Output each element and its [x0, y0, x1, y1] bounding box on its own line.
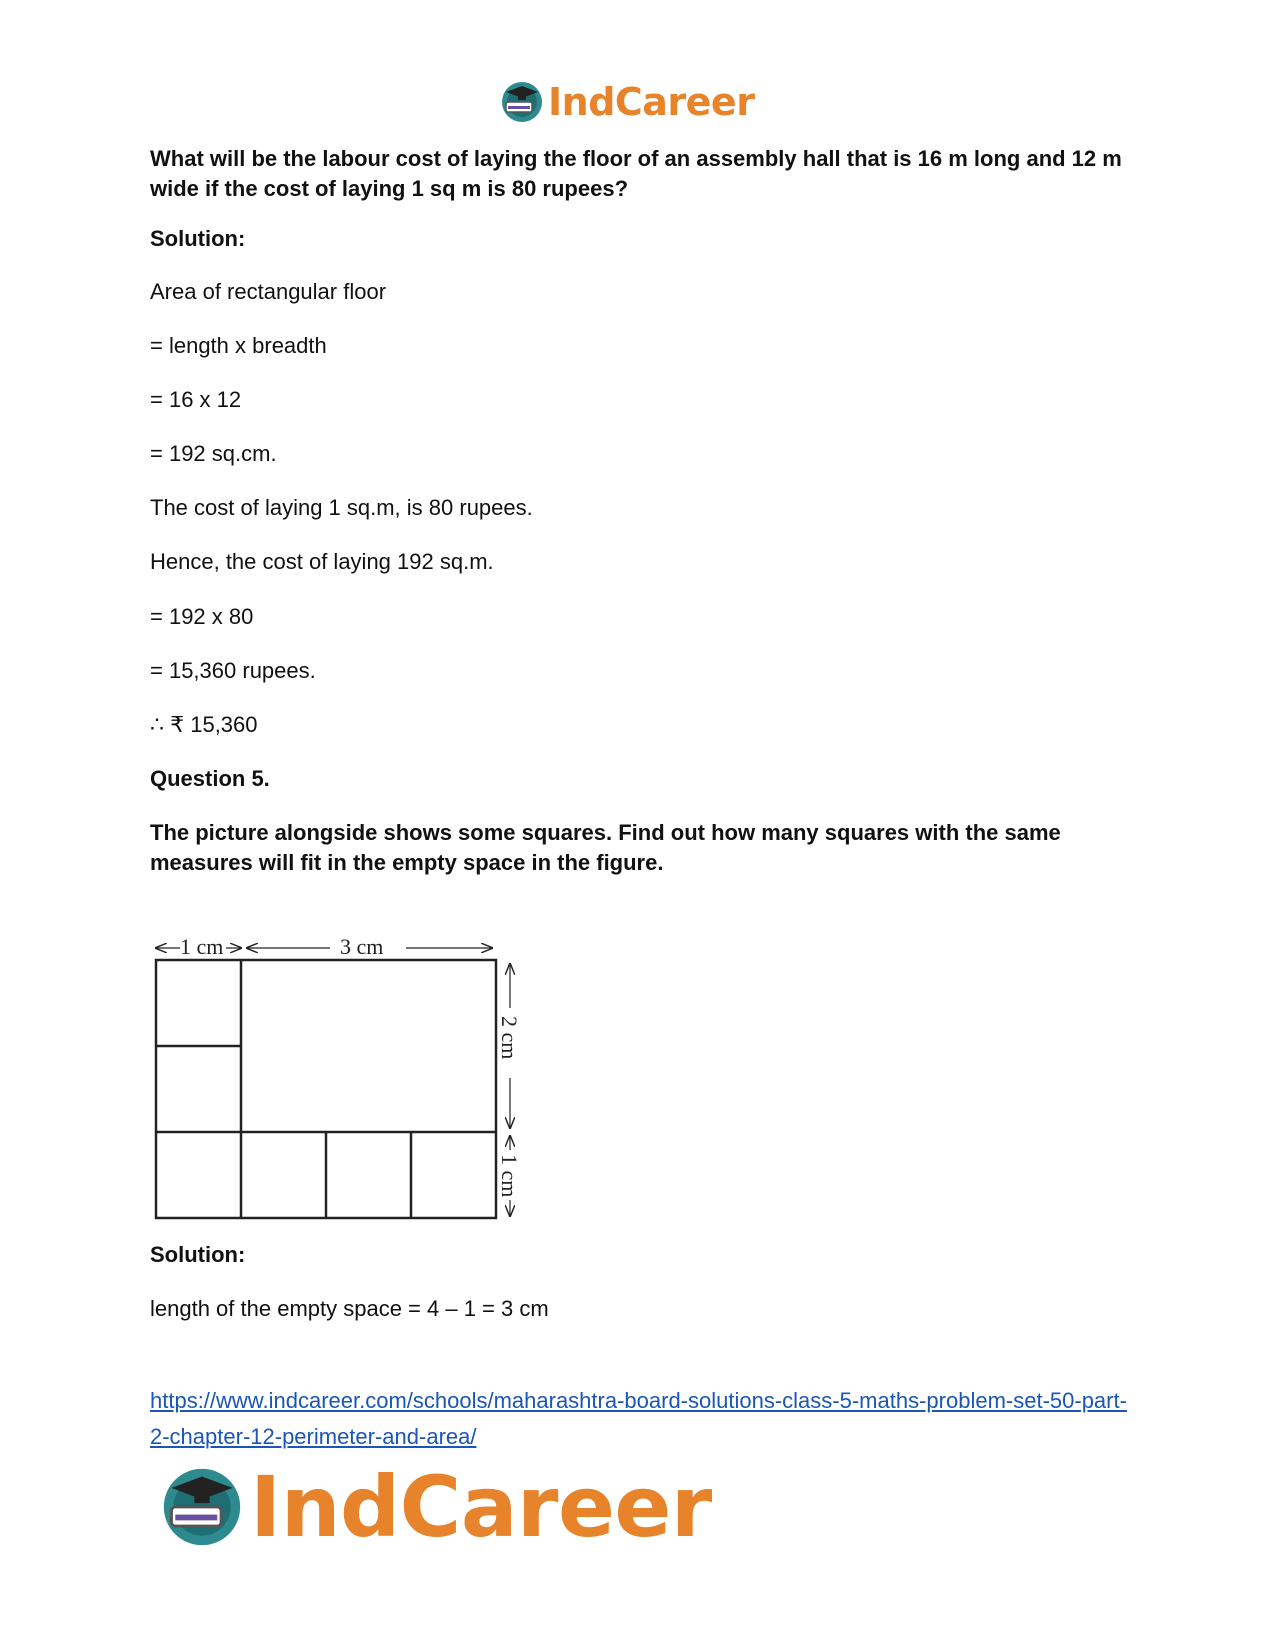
label-right-upper: 2 cm: [497, 1016, 522, 1060]
solution5-heading: Solution:: [150, 1242, 246, 1267]
graduation-cap-book-globe-icon: [160, 1465, 244, 1549]
solution-line: The cost of laying 1 sq.m, is 80 rupees.: [150, 495, 533, 520]
solution-line: Area of rectangular floor: [150, 279, 387, 304]
solution-line: ∴ ₹ 15,360: [150, 712, 258, 737]
logo-top: [500, 78, 754, 126]
solution-line: = 192 sq.cm.: [150, 441, 277, 466]
logo-text: IndCareer: [250, 1458, 712, 1556]
question5-text: The picture alongside shows some squares. Find out how many squares with the same measures will fit in the empty space in the figure.: [150, 820, 1061, 875]
solution-heading: Solution:: [150, 226, 246, 251]
label-right-lower: 1 cm: [497, 1154, 522, 1198]
label-top-right: 3 cm: [340, 934, 384, 959]
squares-figure: [150, 928, 530, 1233]
graduation-cap-book-globe-icon: [500, 80, 544, 124]
logo-bottom: [160, 1458, 712, 1556]
solution-line: = 16 x 12: [150, 387, 242, 412]
question5-heading: Question 5.: [150, 766, 270, 791]
solution-line: = 15,360 rupees.: [150, 658, 316, 683]
solution-line: = length x breadth: [150, 333, 327, 358]
question-text: What will be the labour cost of laying the floor of an assembly hall that is 16 m long and 12 m wide if the cost of laying 1 sq m is 80 rupees?: [150, 146, 1122, 201]
solution5-line: length of the empty space = 4 – 1 = 3 cm: [150, 1296, 549, 1321]
label-top-left: 1 cm: [180, 934, 224, 959]
logo-text: IndCareer: [548, 80, 755, 124]
solution-line: = 192 x 80: [150, 604, 254, 629]
source-link[interactable]: https://www.indcareer.com/schools/maharashtra-board-solutions-class-5-maths-problem-set-50-part-2-chapter-12-perimeter-and-area/: [150, 1388, 1127, 1449]
solution-line: Hence, the cost of laying 192 sq.m.: [150, 549, 494, 574]
